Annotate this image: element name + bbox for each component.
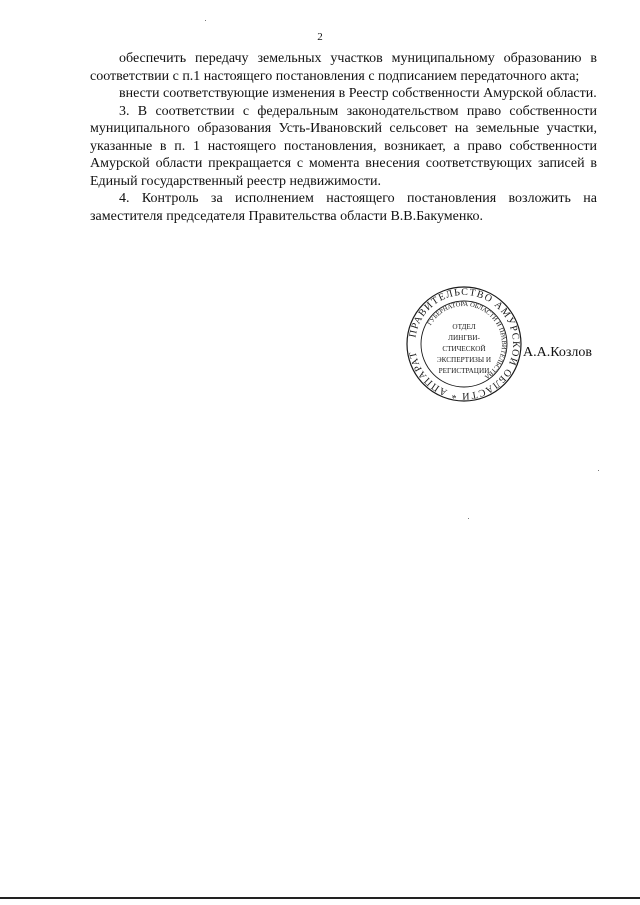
stamp-center-line: ЭКСПЕРТИЗЫ И <box>436 356 492 364</box>
paragraph-transfer: обеспечить передачу земельных участков муниципальному образованию в соответствии с п.1 настоящего постановления с подписанием передаточного акта; <box>90 51 597 84</box>
scan-speck <box>598 470 599 471</box>
stamp-center-line: РЕГИСТРАЦИИ <box>438 367 490 375</box>
stamp-center-line: ОТДЕЛ <box>452 323 476 331</box>
stamp-inner-textpath: ГУБЕРНАТОРА ОБЛАСТИ И ПРАВИТЕЛЬСТВА <box>426 300 508 381</box>
stamp-outer-textpath: ПРАВИТЕЛЬСТВО АМУРСКОЙ ОБЛАСТИ * АППАРАТ <box>407 286 522 402</box>
paragraph-control: 4. Контроль за исполнением настоящего постановления возложить на заместителя председателя Правительства области В.В.Бакуменко. <box>90 191 597 224</box>
official-stamp <box>405 285 523 403</box>
page-number: 2 <box>317 31 323 43</box>
scan-speck <box>468 518 469 519</box>
paragraph-registry: внести соответствующие изменения в Реестр собственности Амурской области. <box>119 86 597 101</box>
document-body <box>90 50 597 225</box>
stamp-center-line: ЛИНГВИ- <box>448 334 480 342</box>
signatory-name: А.А.Козлов <box>523 345 592 360</box>
paragraph-ownership: 3. В соответствии с федеральным законодательством право собственности муниципального образования Усть-Ивановский сельсовет на земельные участки, указанные в п. 1 настоящего постановления, возникает, а право собственности Амурской области прекращается с момента внесения соответствующих записей в Единый государственный реестр недвижимости. <box>90 103 597 189</box>
stamp-graphic <box>405 285 523 403</box>
stamp-center-line: СТИЧЕСКОЙ <box>442 345 486 353</box>
scan-bottom-edge <box>0 897 640 899</box>
scan-speck <box>205 20 206 21</box>
